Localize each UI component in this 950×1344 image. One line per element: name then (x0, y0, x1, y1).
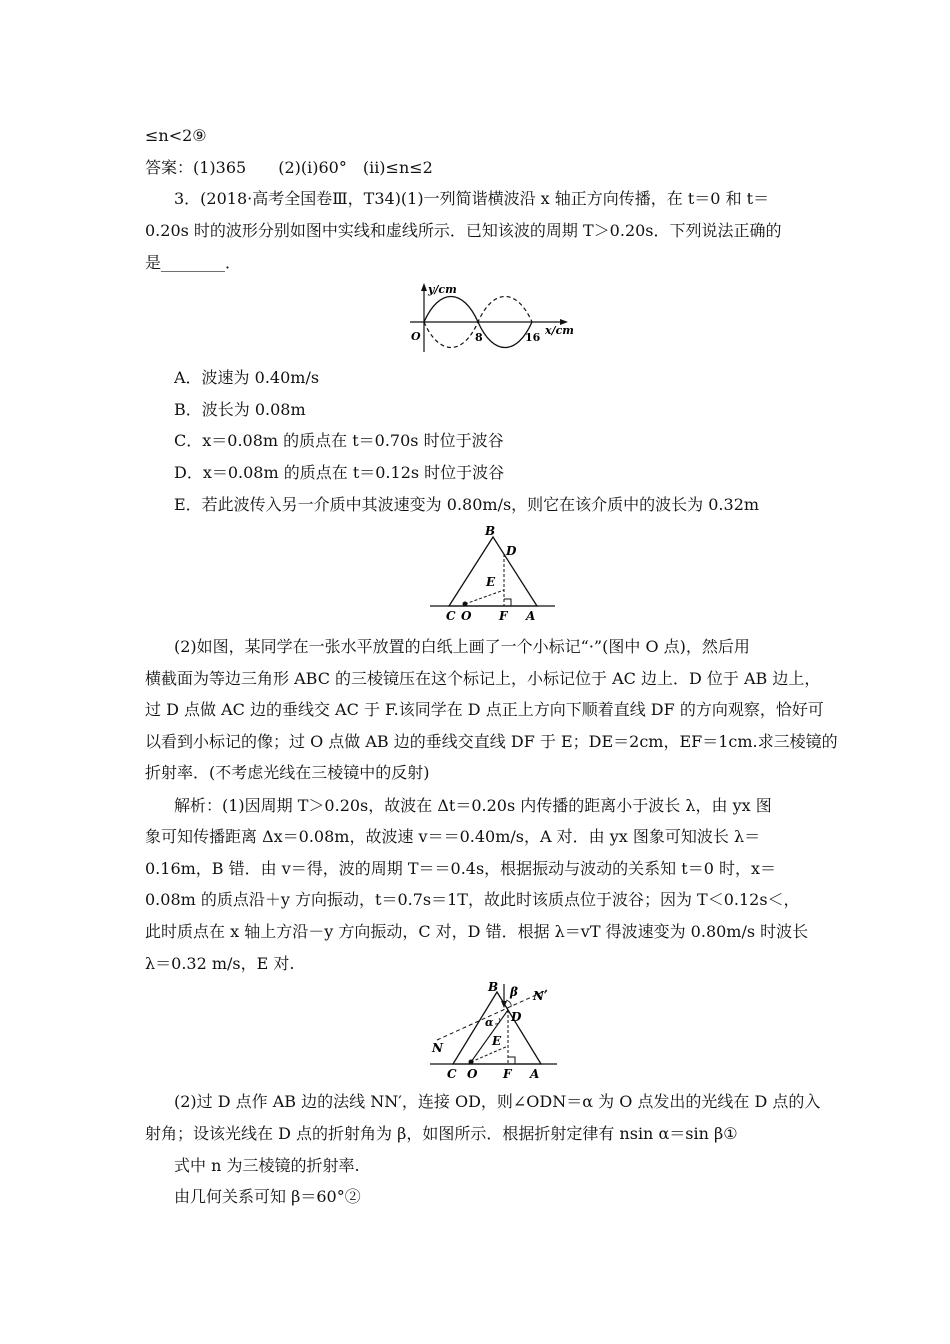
part-2-line-4: 以看到小标记的像；过 O 点做 AB 边的垂线交直线 DF 于 E；DE＝2cm，EF＝1cm.求三棱镜的 (145, 732, 838, 751)
label-o: O (461, 609, 472, 623)
tick-16: 16 (525, 331, 541, 344)
point-o (463, 602, 468, 607)
text-line: ≤n<2⑨ (145, 126, 207, 145)
label-beta: β (510, 985, 518, 999)
question-3-line-1: 3．(2018·高考全国卷Ⅲ，T34)(1)一列简谐横波沿 x 轴正方向传播，在 t＝0 和 t＝ (174, 189, 770, 208)
y-axis-arrow (421, 283, 427, 291)
part-2-solution-line-3: 式中 n 为三棱镜的折射率. (174, 1156, 360, 1175)
label-d: D (506, 544, 517, 558)
part-2-line-1: (2)如图，某同学在一张水平放置的白纸上画了一个小标记“·”(图中 O 点)，然后用 (174, 637, 750, 656)
label-e: E (492, 1034, 502, 1048)
label-n-prime: N′ (533, 989, 548, 1003)
tick-8: 8 (475, 331, 483, 344)
part-2-solution-line-4: 由几何关系可知 β＝60°② (174, 1187, 361, 1206)
option-e: E．若此波传入另一介质中其波速变为 0.80m/s，则它在该介质中的波长为 0.32m (174, 495, 760, 514)
question-3-line-3: 是________． (145, 253, 242, 272)
solution-line-4: 0.08m 的质点沿＋y 方向振动，t＝0.7s＝1T，故此时该质点位于波谷；因为 T＜0.12s＜， (145, 890, 800, 909)
triangle-abc (449, 537, 537, 606)
y-axis-label: y/cm (428, 283, 457, 296)
solution-line-2: 象可知传播距离 Δx＝0.08m，故波速 v＝＝0.40m/s，A 对．由 yx 图象可知波长 λ＝ (145, 827, 761, 846)
prism-figure-1 (425, 525, 560, 625)
angle-alpha-arc (495, 1018, 500, 1024)
label-n: N (432, 1041, 443, 1055)
option-c: C．x＝0.08m 的质点在 t＝0.70s 时位于波谷 (174, 431, 504, 450)
right-angle-mark (504, 599, 511, 606)
answer-line: 答案：(1)365 (2)(ⅰ)60° (ⅱ)≤n≤2 (145, 158, 433, 177)
label-c: C (446, 609, 456, 623)
origin-label: O (411, 330, 421, 343)
label-d: D (511, 1010, 522, 1024)
solution-line-6: λ＝0.32 m/s，E 对. (145, 954, 295, 973)
line-oe (465, 590, 504, 604)
option-d: D．x＝0.08m 的质点在 t＝0.12s 时位于波谷 (174, 463, 505, 482)
right-angle-mark (508, 1057, 515, 1064)
part-2-line-2: 横截面为等边三角形 ABC 的三棱镜压在这个标记上，小标记位于 AC 边上．D 位于 AB 边上， (145, 669, 821, 688)
label-a: A (526, 609, 536, 623)
option-b: B．波长为 0.08m (174, 400, 306, 419)
part-2-solution-line-1: (2)过 D 点作 AB 边的法线 NN′，连接 OD，则∠ODN＝α 为 O 点发出的光线在 D 点的入 (174, 1092, 821, 1111)
prism-figure-2 (425, 978, 565, 1083)
label-o: O (467, 1067, 478, 1081)
x-axis-label: x/cm (545, 324, 574, 337)
label-b: B (488, 980, 499, 994)
label-e: E (486, 575, 496, 589)
label-f: F (499, 609, 508, 623)
option-a: A．波速为 0.40m/s (174, 368, 320, 387)
solution-line-1: 解析：(1)因周期 T＞0.20s，故波在 Δt＝0.20s 内传播的距离小于波长 λ，由 yx 图 (174, 796, 772, 815)
part-2-line-3: 过 D 点做 AC 边的垂线交 AC 于 F.该同学在 D 点正上方向下顺着直线 DF 的方向观察，恰好可 (145, 700, 824, 719)
part-2-line-5: 折射率．(不考虑光线在三棱镜中的反射) (145, 763, 430, 782)
point-o (469, 1060, 474, 1065)
solution-line-5: 此时质点在 x 轴上方沿－y 方向振动，C 对，D 错．根据 λ＝vT 得波速变为 0.80m/s 时波长 (145, 922, 809, 941)
question-3-line-2: 0.20s 时的波形分别如图中实线和虚线所示．已知该波的周期 T＞0.20s．下列说法正确的 (145, 221, 782, 240)
part-2-solution-line-2: 射角；设该光线在 D 点的折射角为 β，如图所示．根据折射定律有 nsin α＝sin β① (145, 1124, 738, 1143)
label-f: F (503, 1067, 512, 1081)
triangle-abc (453, 992, 541, 1064)
label-c: C (447, 1067, 457, 1081)
wave-figure (405, 280, 580, 355)
label-b: B (485, 524, 496, 538)
label-a: A (530, 1067, 540, 1081)
label-alpha: α (485, 1016, 494, 1029)
solution-line-3: 0.16m，B 错．由 v＝得，波的周期 T＝＝0.4s，根据振动与波动的关系知 t＝0 时，x＝ (145, 859, 776, 878)
